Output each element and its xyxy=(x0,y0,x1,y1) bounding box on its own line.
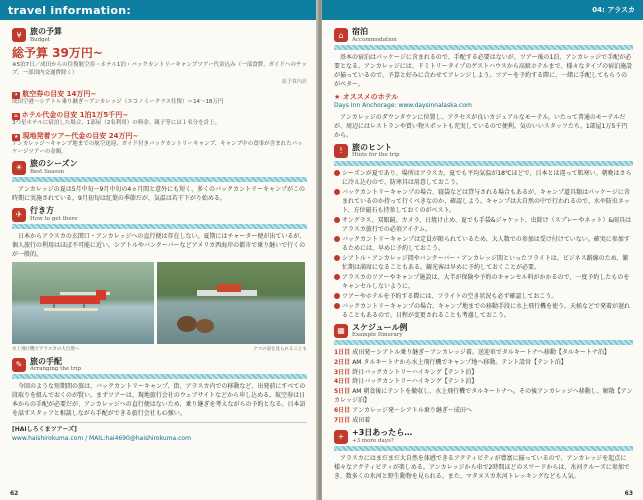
contact-name: [HAIしろくまツアーズ] xyxy=(12,426,77,434)
schedule-divider xyxy=(334,340,633,345)
calendar-icon: ▦ xyxy=(334,324,348,338)
contact-url[interactable]: www.haishirokuma.com xyxy=(12,435,84,443)
arrange-heading xyxy=(12,358,307,373)
schedule-row xyxy=(334,406,633,416)
hotel-icon: ⌂ xyxy=(14,112,18,119)
budget-item-2 xyxy=(12,110,307,128)
photo-caption-1: 水上飛行機でアラスカの大自然へ xyxy=(12,347,80,353)
budget-heading xyxy=(12,28,307,43)
hint-item xyxy=(334,302,633,320)
schedule-text: AM タルキートナから水上飛行機でキャンプ地へ移動。テント設営【テント泊】 xyxy=(352,358,567,366)
seaplane-photo xyxy=(12,262,154,344)
hint-item xyxy=(334,169,633,187)
hint-text: アラスカのツアーやキャンプ施設は、大半が保険や予約のキャンセル料がかかるので、一度予約したものをキャンセルしないように。 xyxy=(342,273,630,290)
contact-mail[interactable]: MAIL:hai4690@haishirokuma.com xyxy=(89,435,191,443)
schedule-list xyxy=(334,348,633,425)
right-content xyxy=(322,20,643,481)
hints-heading xyxy=(334,144,633,159)
arrange-divider xyxy=(12,374,307,379)
schedule-day: 2日目 xyxy=(334,358,351,366)
right-page xyxy=(322,0,643,500)
bullet-icon xyxy=(334,293,340,299)
left-header-bar xyxy=(0,0,317,20)
hint-item xyxy=(334,273,633,291)
tour-icon: ★ xyxy=(14,133,19,140)
stay-subtitle: Accommodation xyxy=(352,36,397,43)
sun-icon: ☀ xyxy=(12,161,26,175)
arrange-title: 旅の手配 xyxy=(30,356,62,366)
hints-title: 旅のヒント xyxy=(352,142,392,152)
schedule-text: 成田発～シアトル乗り継ぎ～アンカレッジ着。送迎車でタルキートナへ移動【タルキートナ泊】 xyxy=(352,349,610,357)
schedule-text: 終日バックカントリーハイキング【テント泊】 xyxy=(352,368,478,376)
arrange-text: 今回のような短期間の旅は、バックカントリーキャンプ、街、アラスカ内での移動など、出発前にすべての段取りを組んでおくのが賢い。まずツアーは、現地旅行会社のウェブサイトなどから申し込める。航空券は日本からの手配が必要だが、アンカレッジへの直行便はないため、乗り継ぎを考えながらの予約となる。日本語を話すスタッフと相談しながら手配ができる旅行会社も心強い。 xyxy=(12,383,306,418)
access-title: 行き方 xyxy=(30,206,54,216)
hotel-url[interactable]: www.daysinnalaska.com xyxy=(398,101,472,109)
stay-divider xyxy=(334,45,633,50)
hotel-star-icon: ★ xyxy=(334,92,341,101)
access-divider xyxy=(12,224,307,229)
more-subtitle: +3 more days? xyxy=(352,437,394,444)
lightbulb-icon: ! xyxy=(334,144,348,158)
airplane-icon: ✈ xyxy=(12,208,26,222)
budget-item-1-value: 14万円~ xyxy=(66,89,97,98)
hotel-name-line xyxy=(334,102,633,111)
hotel-text: アンカレッジのダウンタウンに位置し、アクセスが良いカジュアルなモーテル。いたって普通のモーテルだが、周辺にはレストランや買い物スポットも充実しているので便利。気のいいスタッフたち。1部屋1万5千円から。 xyxy=(334,113,628,139)
yen-icon: ¥ xyxy=(12,28,26,42)
more-title: +3日あったら… xyxy=(352,428,413,438)
more-text: アラスカにはまだまだ大自然を体感できるアクティビティが豊富に揃っているので、アンカレッジを起点に様々なアクティビティが楽しめる。アンカレッジから車で2時間ほどのスワードからは、氷河クルーズに参加でき、数多くの氷河と野生動物を見られる。また、マタヌスカ氷河トレッキングなども人気。 xyxy=(334,454,630,480)
bullet-icon xyxy=(334,236,340,242)
pencil-icon: ✎ xyxy=(12,358,26,372)
budget-item-1-label: 航空券の目安 xyxy=(22,89,65,98)
season-divider xyxy=(12,177,307,182)
photo-row xyxy=(12,262,307,344)
seaplane-illustration xyxy=(30,290,134,316)
hotel-name: Days Inn Anchorage: xyxy=(334,101,397,109)
more-divider xyxy=(334,446,633,451)
hint-text: バックカントリーキャンプは定員が限られているため、大人数での参加は受け付けていない。確実に参加するためには、早めに予約しておこう。 xyxy=(342,235,630,252)
schedule-day: 1日目 xyxy=(334,349,351,357)
stay-text: 基本の宿泊はパッケージに含まれるので、手配する必要はないが、ツアー後の1泊、アンカレッジで手配が必要となる。アンカレッジには、ドミトリータイプのゲストハウスから高級ホテルまで、様々なタイプの宿泊施設が揃っているので、予算と好みに合わせてアレンジしよう。ツアーを予約する際に、一緒に手配してもらうのがベター。 xyxy=(334,53,633,88)
right-header-title: 04: アラスカ xyxy=(592,6,635,14)
photo-caption-2: クマの姿を見られることも xyxy=(253,347,307,353)
hint-text: バックカントリーキャンプの場合、キャンプ地までの移動手段に水上飛行機を使う。天候などで発着が遅れることもあるので、日程が変更されることも考慮しておこう。 xyxy=(342,302,631,319)
budget-item-3-label: 現地発着ツアー代金の目安 xyxy=(22,131,107,140)
budget-subtitle: Budget xyxy=(30,36,51,43)
left-page xyxy=(0,0,318,500)
schedule-text: 成田着 xyxy=(352,416,371,424)
hint-text: シアトル・アンカレッジ間やバンクーバー・アンカレッジ間といったフライトは、ビジネス路線のため、繁忙期は満席になることもある。観光客は早めに予約しておくことが必要。 xyxy=(342,254,629,271)
schedule-subtitle: Example Itinerary xyxy=(352,332,403,339)
hint-item xyxy=(334,292,633,301)
hint-text: バックカントリーキャンプの場合、寝袋などは貸与される場合もあるが、キャンプ道具類はパッケージに含まれているのか持って行くべきなのか、確認しよう。キャンプは大自然の中で行われるので、水や防虫ネット、方位磁石も持参しておくのがベスト。 xyxy=(342,188,630,214)
bullet-icon xyxy=(334,217,340,223)
bear-illustration xyxy=(157,262,305,344)
hint-item xyxy=(334,188,633,215)
hints-subtitle: Hints for the trip xyxy=(352,152,400,159)
hints-divider xyxy=(334,161,633,166)
access-subtitle: How to get there xyxy=(30,216,78,222)
hotel-title: オススメのホテル xyxy=(342,92,399,101)
budget-note: ※5泊7日／成田からの往復航空券・ホテル1泊・バックカントリーキャンプツアー代金込み（一部食費、ガイドへのチップ、一部国内交通費除く） xyxy=(12,62,307,76)
schedule-row xyxy=(334,348,633,358)
budget-item-2-value: 1泊1万5千円~ xyxy=(79,110,129,119)
stay-heading xyxy=(334,28,633,43)
bullet-icon xyxy=(334,189,340,195)
schedule-row xyxy=(334,387,633,406)
budget-item-2-detail: 3つ星ホテルに宿泊した場合、1部屋（2名利用）の料金。親子等には１名分を計上。 xyxy=(12,120,221,127)
schedule-text: AM 朝食後にテントを撤収し、水上飛行機でタルキートナへ。その後アンカレッジへ移動し、解散【アンカレッジ泊】 xyxy=(334,387,633,405)
access-heading xyxy=(12,207,307,222)
bullet-icon xyxy=(334,255,340,261)
budget-item-1 xyxy=(12,89,307,107)
schedule-day: 3日目 xyxy=(334,368,351,376)
schedule-title: スケジュール例 xyxy=(352,322,408,332)
bullet-icon xyxy=(334,303,340,309)
budget-item-2-label: ホテル代金の目安 xyxy=(21,110,78,119)
access-text: 日本からアラスカの玄関口・アンカレッジへの直行便は存在しない。夏期にはチャーター便が出ているが、個人旅行の利用はほぼ不可能に近い。シアトルやバンクーバーなどアメリカ西海岸の都市で乗り継いで行くのが一般的。 xyxy=(12,233,306,259)
schedule-day: 7日目 xyxy=(334,416,351,424)
right-header-bar xyxy=(322,0,643,20)
budget-item-1-detail: 成田空港～シアトル乗り継ぎ～アンカレッジ（エコノミークラス往復）＝14～18万円 xyxy=(12,99,224,106)
contact-box: [HAIしろくまツアーズ] www.haishirokuma.com / MAIL:hai4690@haishirokuma.com xyxy=(12,422,307,443)
more-heading xyxy=(334,429,633,444)
season-heading xyxy=(12,160,307,175)
bear-photo xyxy=(157,262,305,344)
bullet-icon xyxy=(334,170,340,176)
plus-icon: + xyxy=(334,430,348,444)
plane-icon: ✈ xyxy=(14,91,19,98)
schedule-day: 6日目 xyxy=(334,406,351,414)
schedule-row xyxy=(334,368,633,378)
schedule-row xyxy=(334,416,633,426)
hotel-heading xyxy=(334,92,633,102)
hint-text: サングラス、双眼鏡、カメラ、日焼け止め、夏でも手袋&ジャケット、虫除け（スプレーやネット）&雨具はアラスカ旅行での必須アイテム。 xyxy=(342,216,632,233)
season-title: 旅のシーズン xyxy=(30,159,78,169)
bullet-icon xyxy=(334,274,340,280)
left-header-title: travel information: xyxy=(8,3,132,17)
schedule-heading xyxy=(334,324,633,339)
bed-icon: ⌂ xyxy=(334,28,348,42)
schedule-row xyxy=(334,377,633,387)
hint-item xyxy=(334,254,633,272)
budget-item-3 xyxy=(12,131,307,157)
schedule-day: 5日目 xyxy=(334,387,351,395)
budget-title: 旅の予算 xyxy=(30,27,62,36)
schedule-text: アンカレッジ発～シアトル乗り継ぎ～成田へ xyxy=(352,406,472,414)
hint-text: ツアーやホテルを予約する際には、フライトの空き状況も必ず確認しておこう。 xyxy=(342,292,558,300)
right-page-number: 63 xyxy=(624,490,633,497)
arrange-subtitle: Arranging the trip xyxy=(30,366,82,373)
schedule-day: 4日目 xyxy=(334,378,351,386)
schedule-row xyxy=(334,358,633,368)
hint-item xyxy=(334,235,633,253)
schedule-text: 終日バックカントリーハイキング【テント泊】 xyxy=(352,378,478,386)
hint-item xyxy=(334,216,633,234)
budget-amount: 総予算 39万円~ xyxy=(12,45,103,60)
season-text: アンカレッジの夏は5月中旬～9月中旬の4ヵ月間と意外にも短く、多くのバックカントリーキャンプがこの時期に実施されている。9月初旬は紅葉の季節だが、気温は若干下がり始める。 xyxy=(12,186,306,203)
left-page-number: 62 xyxy=(10,490,19,497)
hint-text: シーズンが夏であり、場所はアラスカ。夏でも平均気温が18℃ほどで、日本とは違って肌寒い。朝晩はさらに冷え込むので、防寒具は用意しておこう。 xyxy=(342,169,632,186)
left-content xyxy=(0,20,317,444)
hints-list xyxy=(334,169,633,320)
season-subtitle: Best Season xyxy=(30,169,65,176)
stay-title: 宿泊 xyxy=(352,27,368,36)
budget-side-tag: 総予算内訳 xyxy=(281,78,307,85)
budget-item-3-detail: アンカレッジ～キャンプ地までの航空送迎、ガイド付きバックカントリーキャンプ、キャンプ中の食事が含まれたパッケージツアーの金額。 xyxy=(12,140,303,155)
budget-item-3-value: 24万円~ xyxy=(108,131,139,140)
